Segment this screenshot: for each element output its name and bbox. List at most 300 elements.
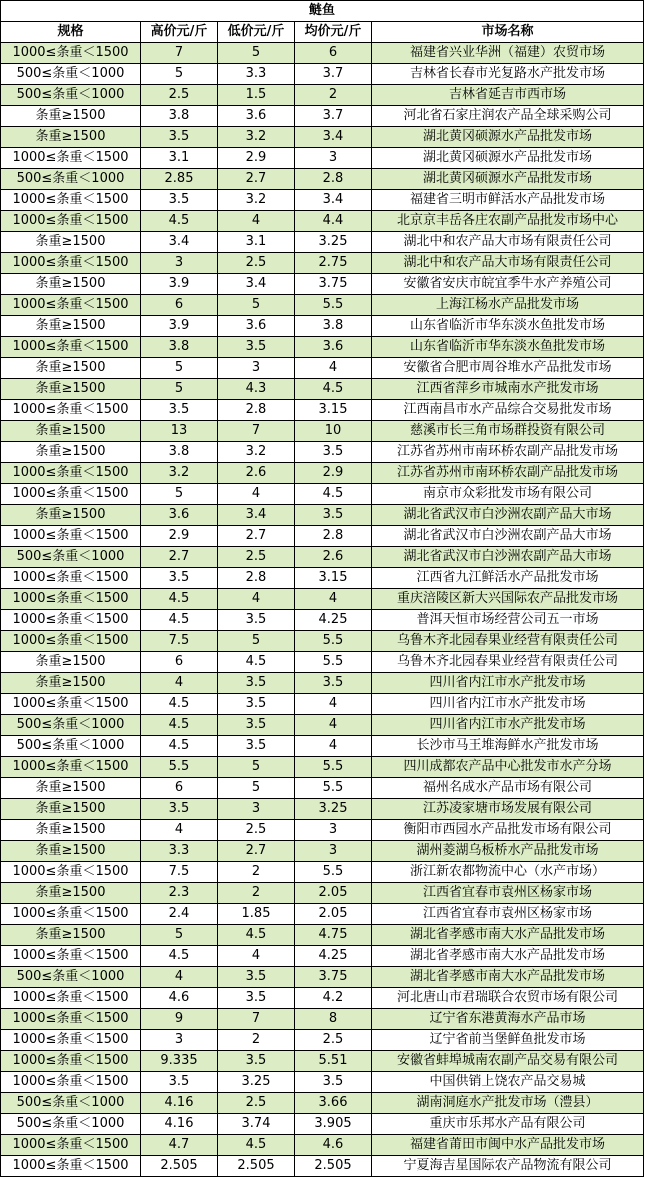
cell-high-price: 5 [141, 379, 218, 400]
cell-low-price: 4.5 [218, 652, 295, 673]
cell-low-price: 5 [218, 757, 295, 778]
cell-spec: 条重≥1500 [1, 778, 141, 799]
cell-market-name: 四川省内江市水产批发市场 [372, 694, 644, 715]
cell-low-price: 4 [218, 946, 295, 967]
cell-spec: 1000≤条重＜1500 [1, 526, 141, 547]
cell-low-price: 3.5 [218, 1051, 295, 1072]
cell-avg-price: 4.25 [295, 610, 372, 631]
cell-avg-price: 4.6 [295, 1135, 372, 1156]
cell-spec: 条重≥1500 [1, 799, 141, 820]
table-row [1, 715, 644, 736]
cell-spec: 500≤条重＜1000 [1, 736, 141, 757]
cell-high-price: 3 [141, 1030, 218, 1051]
header-market-name: 市场名称 [372, 22, 644, 43]
header-avg-price: 均价元/斤 [295, 22, 372, 43]
cell-avg-price: 4 [295, 589, 372, 610]
cell-avg-price: 3.75 [295, 967, 372, 988]
cell-market-name: 湖北黄冈硕源水产品批发市场 [372, 148, 644, 169]
table-row [1, 1114, 644, 1135]
cell-market-name: 湖北省孝感市南大水产品批发市场 [372, 925, 644, 946]
cell-spec: 500≤条重＜1000 [1, 967, 141, 988]
cell-spec: 1000≤条重＜1500 [1, 589, 141, 610]
cell-market-name: 福州名成水产品市场有限公司 [372, 778, 644, 799]
cell-low-price: 3.5 [218, 337, 295, 358]
cell-high-price: 3.5 [141, 799, 218, 820]
cell-low-price: 4.5 [218, 1135, 295, 1156]
cell-avg-price: 2.05 [295, 904, 372, 925]
cell-market-name: 重庆涪陵区新大兴国际农产品批发市场 [372, 589, 644, 610]
cell-spec: 500≤条重＜1000 [1, 1114, 141, 1135]
cell-high-price: 3.5 [141, 127, 218, 148]
table-row [1, 652, 644, 673]
cell-avg-price: 4.25 [295, 946, 372, 967]
cell-low-price: 3.5 [218, 673, 295, 694]
table-row [1, 442, 644, 463]
cell-market-name: 乌鲁木齐北园春果业经营有限责任公司 [372, 631, 644, 652]
cell-spec: 1000≤条重＜1500 [1, 610, 141, 631]
table-row [1, 85, 644, 106]
cell-low-price: 7 [218, 1009, 295, 1030]
cell-high-price: 4.6 [141, 988, 218, 1009]
cell-low-price: 2.7 [218, 841, 295, 862]
cell-low-price: 3.6 [218, 106, 295, 127]
cell-high-price: 2.5 [141, 85, 218, 106]
cell-avg-price: 2.9 [295, 463, 372, 484]
cell-avg-price: 3.75 [295, 274, 372, 295]
cell-avg-price: 5.5 [295, 631, 372, 652]
cell-market-name: 湖北省武汉市白沙洲农副产品大市场 [372, 526, 644, 547]
table-row [1, 1009, 644, 1030]
cell-market-name: 福建省三明市鲜活水产品批发市场 [372, 190, 644, 211]
table-row [1, 1156, 644, 1177]
cell-avg-price: 5.5 [295, 652, 372, 673]
table-row [1, 757, 644, 778]
cell-high-price: 4.5 [141, 610, 218, 631]
cell-avg-price: 3.66 [295, 1093, 372, 1114]
cell-high-price: 4.5 [141, 589, 218, 610]
cell-market-name: 江西南昌市水产品综合交易批发市场 [372, 400, 644, 421]
table-row [1, 148, 644, 169]
table-row [1, 883, 644, 904]
cell-market-name: 湖州菱湖乌板桥水产品批发市场 [372, 841, 644, 862]
cell-low-price: 3.2 [218, 127, 295, 148]
cell-market-name: 河北唐山市君瑞联合农贸市场有限公司 [372, 988, 644, 1009]
cell-market-name: 吉林省长春市光复路水产批发市场 [372, 64, 644, 85]
cell-low-price: 2 [218, 883, 295, 904]
cell-avg-price: 3.4 [295, 127, 372, 148]
cell-avg-price: 2.6 [295, 547, 372, 568]
cell-avg-price: 3 [295, 841, 372, 862]
cell-market-name: 四川成都农产品中心批发市水产分场 [372, 757, 644, 778]
cell-spec: 1000≤条重＜1500 [1, 757, 141, 778]
cell-market-name: 四川省内江市水产批发市场 [372, 673, 644, 694]
table-row [1, 526, 644, 547]
cell-high-price: 6 [141, 295, 218, 316]
table-row [1, 1072, 644, 1093]
cell-low-price: 7 [218, 421, 295, 442]
cell-spec: 500≤条重＜1000 [1, 1093, 141, 1114]
table-row [1, 1030, 644, 1051]
cell-spec: 1000≤条重＜1500 [1, 1009, 141, 1030]
cell-low-price: 5 [218, 631, 295, 652]
table-row [1, 862, 644, 883]
cell-market-name: 宁夏海吉星国际农产品物流有限公司 [372, 1156, 644, 1177]
cell-spec: 1000≤条重＜1500 [1, 463, 141, 484]
table-row [1, 169, 644, 190]
cell-low-price: 2.8 [218, 568, 295, 589]
table-row [1, 694, 644, 715]
cell-high-price: 7 [141, 43, 218, 64]
cell-avg-price: 3.5 [295, 673, 372, 694]
cell-low-price: 2.5 [218, 253, 295, 274]
cell-market-name: 江苏省苏州市南环桥农副产品批发市场 [372, 463, 644, 484]
cell-market-name: 安徽省合肥市周谷堆水产品批发市场 [372, 358, 644, 379]
cell-spec: 1000≤条重＜1500 [1, 862, 141, 883]
cell-market-name: 辽宁省前当堡鲜鱼批发市场 [372, 1030, 644, 1051]
cell-low-price: 2.505 [218, 1156, 295, 1177]
table-row [1, 946, 644, 967]
cell-market-name: 辽宁省东港黄海水产品市场 [372, 1009, 644, 1030]
table-row [1, 484, 644, 505]
cell-market-name: 山东省临沂市华东淡水鱼批发市场 [372, 316, 644, 337]
table-row [1, 610, 644, 631]
table-row [1, 568, 644, 589]
cell-avg-price: 3.6 [295, 337, 372, 358]
cell-spec: 条重≥1500 [1, 232, 141, 253]
cell-low-price: 4 [218, 484, 295, 505]
cell-high-price: 9 [141, 1009, 218, 1030]
table-row [1, 1093, 644, 1114]
table-row [1, 904, 644, 925]
cell-market-name: 湖北中和农产品大市场有限责任公司 [372, 232, 644, 253]
cell-avg-price: 3.7 [295, 64, 372, 85]
cell-spec: 1000≤条重＜1500 [1, 211, 141, 232]
header-row [1, 22, 644, 43]
table-row [1, 925, 644, 946]
cell-high-price: 5.5 [141, 757, 218, 778]
cell-market-name: 河北省石家庄润农产品全球采购公司 [372, 106, 644, 127]
cell-high-price: 2.9 [141, 526, 218, 547]
cell-market-name: 湖南洞庭水产批发市场（澧县） [372, 1093, 644, 1114]
cell-avg-price: 4 [295, 736, 372, 757]
cell-avg-price: 3 [295, 820, 372, 841]
cell-low-price: 5 [218, 295, 295, 316]
cell-low-price: 2.7 [218, 169, 295, 190]
cell-low-price: 3 [218, 358, 295, 379]
cell-low-price: 3.3 [218, 64, 295, 85]
cell-avg-price: 6 [295, 43, 372, 64]
cell-market-name: 湖北省武汉市白沙洲农副产品大市场 [372, 547, 644, 568]
cell-spec: 1000≤条重＜1500 [1, 1030, 141, 1051]
cell-spec: 条重≥1500 [1, 505, 141, 526]
cell-low-price: 3.5 [218, 715, 295, 736]
cell-low-price: 2.5 [218, 820, 295, 841]
cell-high-price: 4.16 [141, 1093, 218, 1114]
cell-market-name: 慈溪市长三角市场群投资有限公司 [372, 421, 644, 442]
cell-avg-price: 3.8 [295, 316, 372, 337]
cell-low-price: 2 [218, 862, 295, 883]
cell-high-price: 2.7 [141, 547, 218, 568]
cell-high-price: 4.5 [141, 211, 218, 232]
cell-market-name: 安徽省安庆市皖宜季牛水产养殖公司 [372, 274, 644, 295]
cell-low-price: 2.9 [218, 148, 295, 169]
table-row [1, 463, 644, 484]
cell-market-name: 山东省临沂市华东淡水鱼批发市场 [372, 337, 644, 358]
cell-avg-price: 2.8 [295, 169, 372, 190]
cell-high-price: 4.5 [141, 946, 218, 967]
cell-spec: 条重≥1500 [1, 442, 141, 463]
cell-spec: 条重≥1500 [1, 925, 141, 946]
header-high-price: 高价元/斤 [141, 22, 218, 43]
table-row [1, 253, 644, 274]
cell-avg-price: 3.15 [295, 568, 372, 589]
cell-avg-price: 4.5 [295, 484, 372, 505]
cell-spec: 1000≤条重＜1500 [1, 484, 141, 505]
cell-avg-price: 4.2 [295, 988, 372, 1009]
cell-market-name: 湖北黄冈硕源水产品批发市场 [372, 169, 644, 190]
cell-high-price: 3.8 [141, 442, 218, 463]
cell-market-name: 湖北省孝感市南大水产品批发市场 [372, 967, 644, 988]
cell-high-price: 6 [141, 652, 218, 673]
cell-low-price: 3.5 [218, 736, 295, 757]
cell-high-price: 3.8 [141, 106, 218, 127]
cell-market-name: 衡阳市西园水产品批发市场有限公司 [372, 820, 644, 841]
cell-spec: 条重≥1500 [1, 106, 141, 127]
cell-market-name: 江西省宜春市袁州区杨家市场 [372, 904, 644, 925]
cell-market-name: 湖北省孝感市南大水产品批发市场 [372, 946, 644, 967]
cell-spec: 500≤条重＜1000 [1, 169, 141, 190]
cell-market-name: 中国供销上饶农产品交易城 [372, 1072, 644, 1093]
cell-market-name: 江西省萍乡市城南水产批发市场 [372, 379, 644, 400]
cell-high-price: 3.8 [141, 337, 218, 358]
cell-avg-price: 3.7 [295, 106, 372, 127]
cell-avg-price: 4.5 [295, 379, 372, 400]
cell-spec: 1000≤条重＜1500 [1, 1135, 141, 1156]
cell-spec: 条重≥1500 [1, 358, 141, 379]
cell-low-price: 2.7 [218, 526, 295, 547]
cell-avg-price: 2.505 [295, 1156, 372, 1177]
table-title: 鲢鱼 [1, 1, 644, 22]
cell-market-name: 南京市众彩批发市场有限公司 [372, 484, 644, 505]
table-row [1, 295, 644, 316]
cell-market-name: 长沙市马王堆海鲜水产批发市场 [372, 736, 644, 757]
cell-low-price: 1.5 [218, 85, 295, 106]
cell-low-price: 3.5 [218, 967, 295, 988]
cell-market-name: 江苏凌家塘市场发展有限公司 [372, 799, 644, 820]
cell-low-price: 3.1 [218, 232, 295, 253]
cell-avg-price: 3.25 [295, 799, 372, 820]
cell-avg-price: 5.5 [295, 757, 372, 778]
table-row [1, 1135, 644, 1156]
cell-spec: 1000≤条重＜1500 [1, 295, 141, 316]
cell-spec: 1000≤条重＜1500 [1, 694, 141, 715]
cell-market-name: 江西省九江鲜活水产品批发市场 [372, 568, 644, 589]
cell-spec: 1000≤条重＜1500 [1, 43, 141, 64]
cell-low-price: 2 [218, 1030, 295, 1051]
table-row [1, 778, 644, 799]
table-row [1, 43, 644, 64]
cell-high-price: 3.2 [141, 463, 218, 484]
cell-market-name: 四川省内江市水产批发市场 [372, 715, 644, 736]
cell-spec: 1000≤条重＜1500 [1, 904, 141, 925]
cell-avg-price: 3.4 [295, 190, 372, 211]
cell-low-price: 4 [218, 589, 295, 610]
cell-low-price: 4.5 [218, 925, 295, 946]
cell-spec: 条重≥1500 [1, 379, 141, 400]
table-row [1, 547, 644, 568]
cell-avg-price: 5.5 [295, 862, 372, 883]
table-row [1, 106, 644, 127]
table-row [1, 1051, 644, 1072]
cell-spec: 1000≤条重＜1500 [1, 253, 141, 274]
cell-low-price: 3.4 [218, 505, 295, 526]
cell-avg-price: 4 [295, 715, 372, 736]
cell-spec: 条重≥1500 [1, 316, 141, 337]
cell-high-price: 2.4 [141, 904, 218, 925]
table-row [1, 400, 644, 421]
cell-high-price: 6 [141, 778, 218, 799]
cell-market-name: 浙江新农都物流中心（水产市场） [372, 862, 644, 883]
cell-spec: 条重≥1500 [1, 673, 141, 694]
cell-market-name: 北京京丰岳各庄农副产品批发市场中心 [372, 211, 644, 232]
cell-high-price: 4 [141, 820, 218, 841]
cell-avg-price: 3.15 [295, 400, 372, 421]
cell-avg-price: 10 [295, 421, 372, 442]
cell-market-name: 上海江杨水产品批发市场 [372, 295, 644, 316]
cell-high-price: 3.5 [141, 190, 218, 211]
table-row [1, 127, 644, 148]
cell-high-price: 3.1 [141, 148, 218, 169]
cell-avg-price: 8 [295, 1009, 372, 1030]
cell-spec: 条重≥1500 [1, 841, 141, 862]
cell-market-name: 乌鲁木齐北园春果业经营有限责任公司 [372, 652, 644, 673]
cell-low-price: 3.6 [218, 316, 295, 337]
cell-high-price: 4 [141, 967, 218, 988]
cell-high-price: 3.3 [141, 841, 218, 862]
table-row [1, 232, 644, 253]
cell-avg-price: 3.5 [295, 442, 372, 463]
table-row [1, 799, 644, 820]
cell-market-name: 湖北黄冈硕源水产品批发市场 [372, 127, 644, 148]
cell-market-name: 湖北中和农产品大市场有限责任公司 [372, 253, 644, 274]
cell-avg-price: 2.75 [295, 253, 372, 274]
cell-spec: 500≤条重＜1000 [1, 64, 141, 85]
cell-market-name: 湖北省武汉市白沙洲农副产品大市场 [372, 505, 644, 526]
cell-spec: 1000≤条重＜1500 [1, 1072, 141, 1093]
cell-high-price: 7.5 [141, 862, 218, 883]
cell-high-price: 3.4 [141, 232, 218, 253]
cell-spec: 条重≥1500 [1, 652, 141, 673]
cell-low-price: 3.4 [218, 274, 295, 295]
cell-avg-price: 4.75 [295, 925, 372, 946]
cell-avg-price: 3.905 [295, 1114, 372, 1135]
table-row [1, 967, 644, 988]
cell-spec: 1000≤条重＜1500 [1, 148, 141, 169]
cell-high-price: 3.6 [141, 505, 218, 526]
cell-spec: 1000≤条重＜1500 [1, 400, 141, 421]
cell-high-price: 3.5 [141, 568, 218, 589]
cell-high-price: 4.7 [141, 1135, 218, 1156]
table-row [1, 211, 644, 232]
cell-avg-price: 4 [295, 358, 372, 379]
table-row [1, 736, 644, 757]
cell-low-price: 4 [218, 211, 295, 232]
cell-high-price: 5 [141, 925, 218, 946]
cell-high-price: 4.5 [141, 715, 218, 736]
cell-high-price: 3 [141, 253, 218, 274]
cell-high-price: 5 [141, 358, 218, 379]
cell-market-name: 重庆市乐邦水产品有限公司 [372, 1114, 644, 1135]
cell-spec: 1000≤条重＜1500 [1, 568, 141, 589]
cell-spec: 条重≥1500 [1, 421, 141, 442]
cell-high-price: 5 [141, 484, 218, 505]
table-row [1, 631, 644, 652]
table-row [1, 358, 644, 379]
cell-high-price: 3.5 [141, 1072, 218, 1093]
cell-avg-price: 3.5 [295, 505, 372, 526]
cell-spec: 1000≤条重＜1500 [1, 631, 141, 652]
cell-low-price: 5 [218, 43, 295, 64]
table-row [1, 337, 644, 358]
cell-low-price: 3.5 [218, 610, 295, 631]
cell-high-price: 2.505 [141, 1156, 218, 1177]
cell-high-price: 7.5 [141, 631, 218, 652]
cell-spec: 1000≤条重＜1500 [1, 1051, 141, 1072]
cell-low-price: 2.5 [218, 547, 295, 568]
cell-high-price: 4.5 [141, 694, 218, 715]
cell-spec: 500≤条重＜1000 [1, 85, 141, 106]
cell-low-price: 3.2 [218, 442, 295, 463]
cell-market-name: 江西省宜春市袁州区杨家市场 [372, 883, 644, 904]
cell-market-name: 吉林省延吉市西市场 [372, 85, 644, 106]
cell-high-price: 9.335 [141, 1051, 218, 1072]
cell-high-price: 3.5 [141, 400, 218, 421]
cell-spec: 1000≤条重＜1500 [1, 1156, 141, 1177]
cell-high-price: 5 [141, 64, 218, 85]
table-body [1, 43, 644, 1177]
cell-avg-price: 2.5 [295, 1030, 372, 1051]
cell-spec: 1000≤条重＜1500 [1, 988, 141, 1009]
cell-spec: 条重≥1500 [1, 274, 141, 295]
cell-low-price: 3.74 [218, 1114, 295, 1135]
cell-avg-price: 5.5 [295, 295, 372, 316]
cell-high-price: 13 [141, 421, 218, 442]
cell-spec: 条重≥1500 [1, 820, 141, 841]
cell-high-price: 3.9 [141, 274, 218, 295]
cell-low-price: 3.5 [218, 988, 295, 1009]
cell-spec: 1000≤条重＜1500 [1, 190, 141, 211]
cell-spec: 条重≥1500 [1, 883, 141, 904]
table-row [1, 379, 644, 400]
table-row [1, 820, 644, 841]
cell-low-price: 3.5 [218, 694, 295, 715]
table-row [1, 673, 644, 694]
cell-avg-price: 3 [295, 148, 372, 169]
cell-market-name: 福建省兴业华洲（福建）农贸市场 [372, 43, 644, 64]
table-row [1, 274, 644, 295]
table-row [1, 841, 644, 862]
table-row [1, 589, 644, 610]
cell-avg-price: 5.5 [295, 778, 372, 799]
cell-low-price: 3.2 [218, 190, 295, 211]
cell-low-price: 2.8 [218, 400, 295, 421]
table-row [1, 64, 644, 85]
cell-avg-price: 2.05 [295, 883, 372, 904]
cell-high-price: 4 [141, 673, 218, 694]
cell-low-price: 4.3 [218, 379, 295, 400]
cell-avg-price: 3.25 [295, 232, 372, 253]
cell-low-price: 3 [218, 799, 295, 820]
